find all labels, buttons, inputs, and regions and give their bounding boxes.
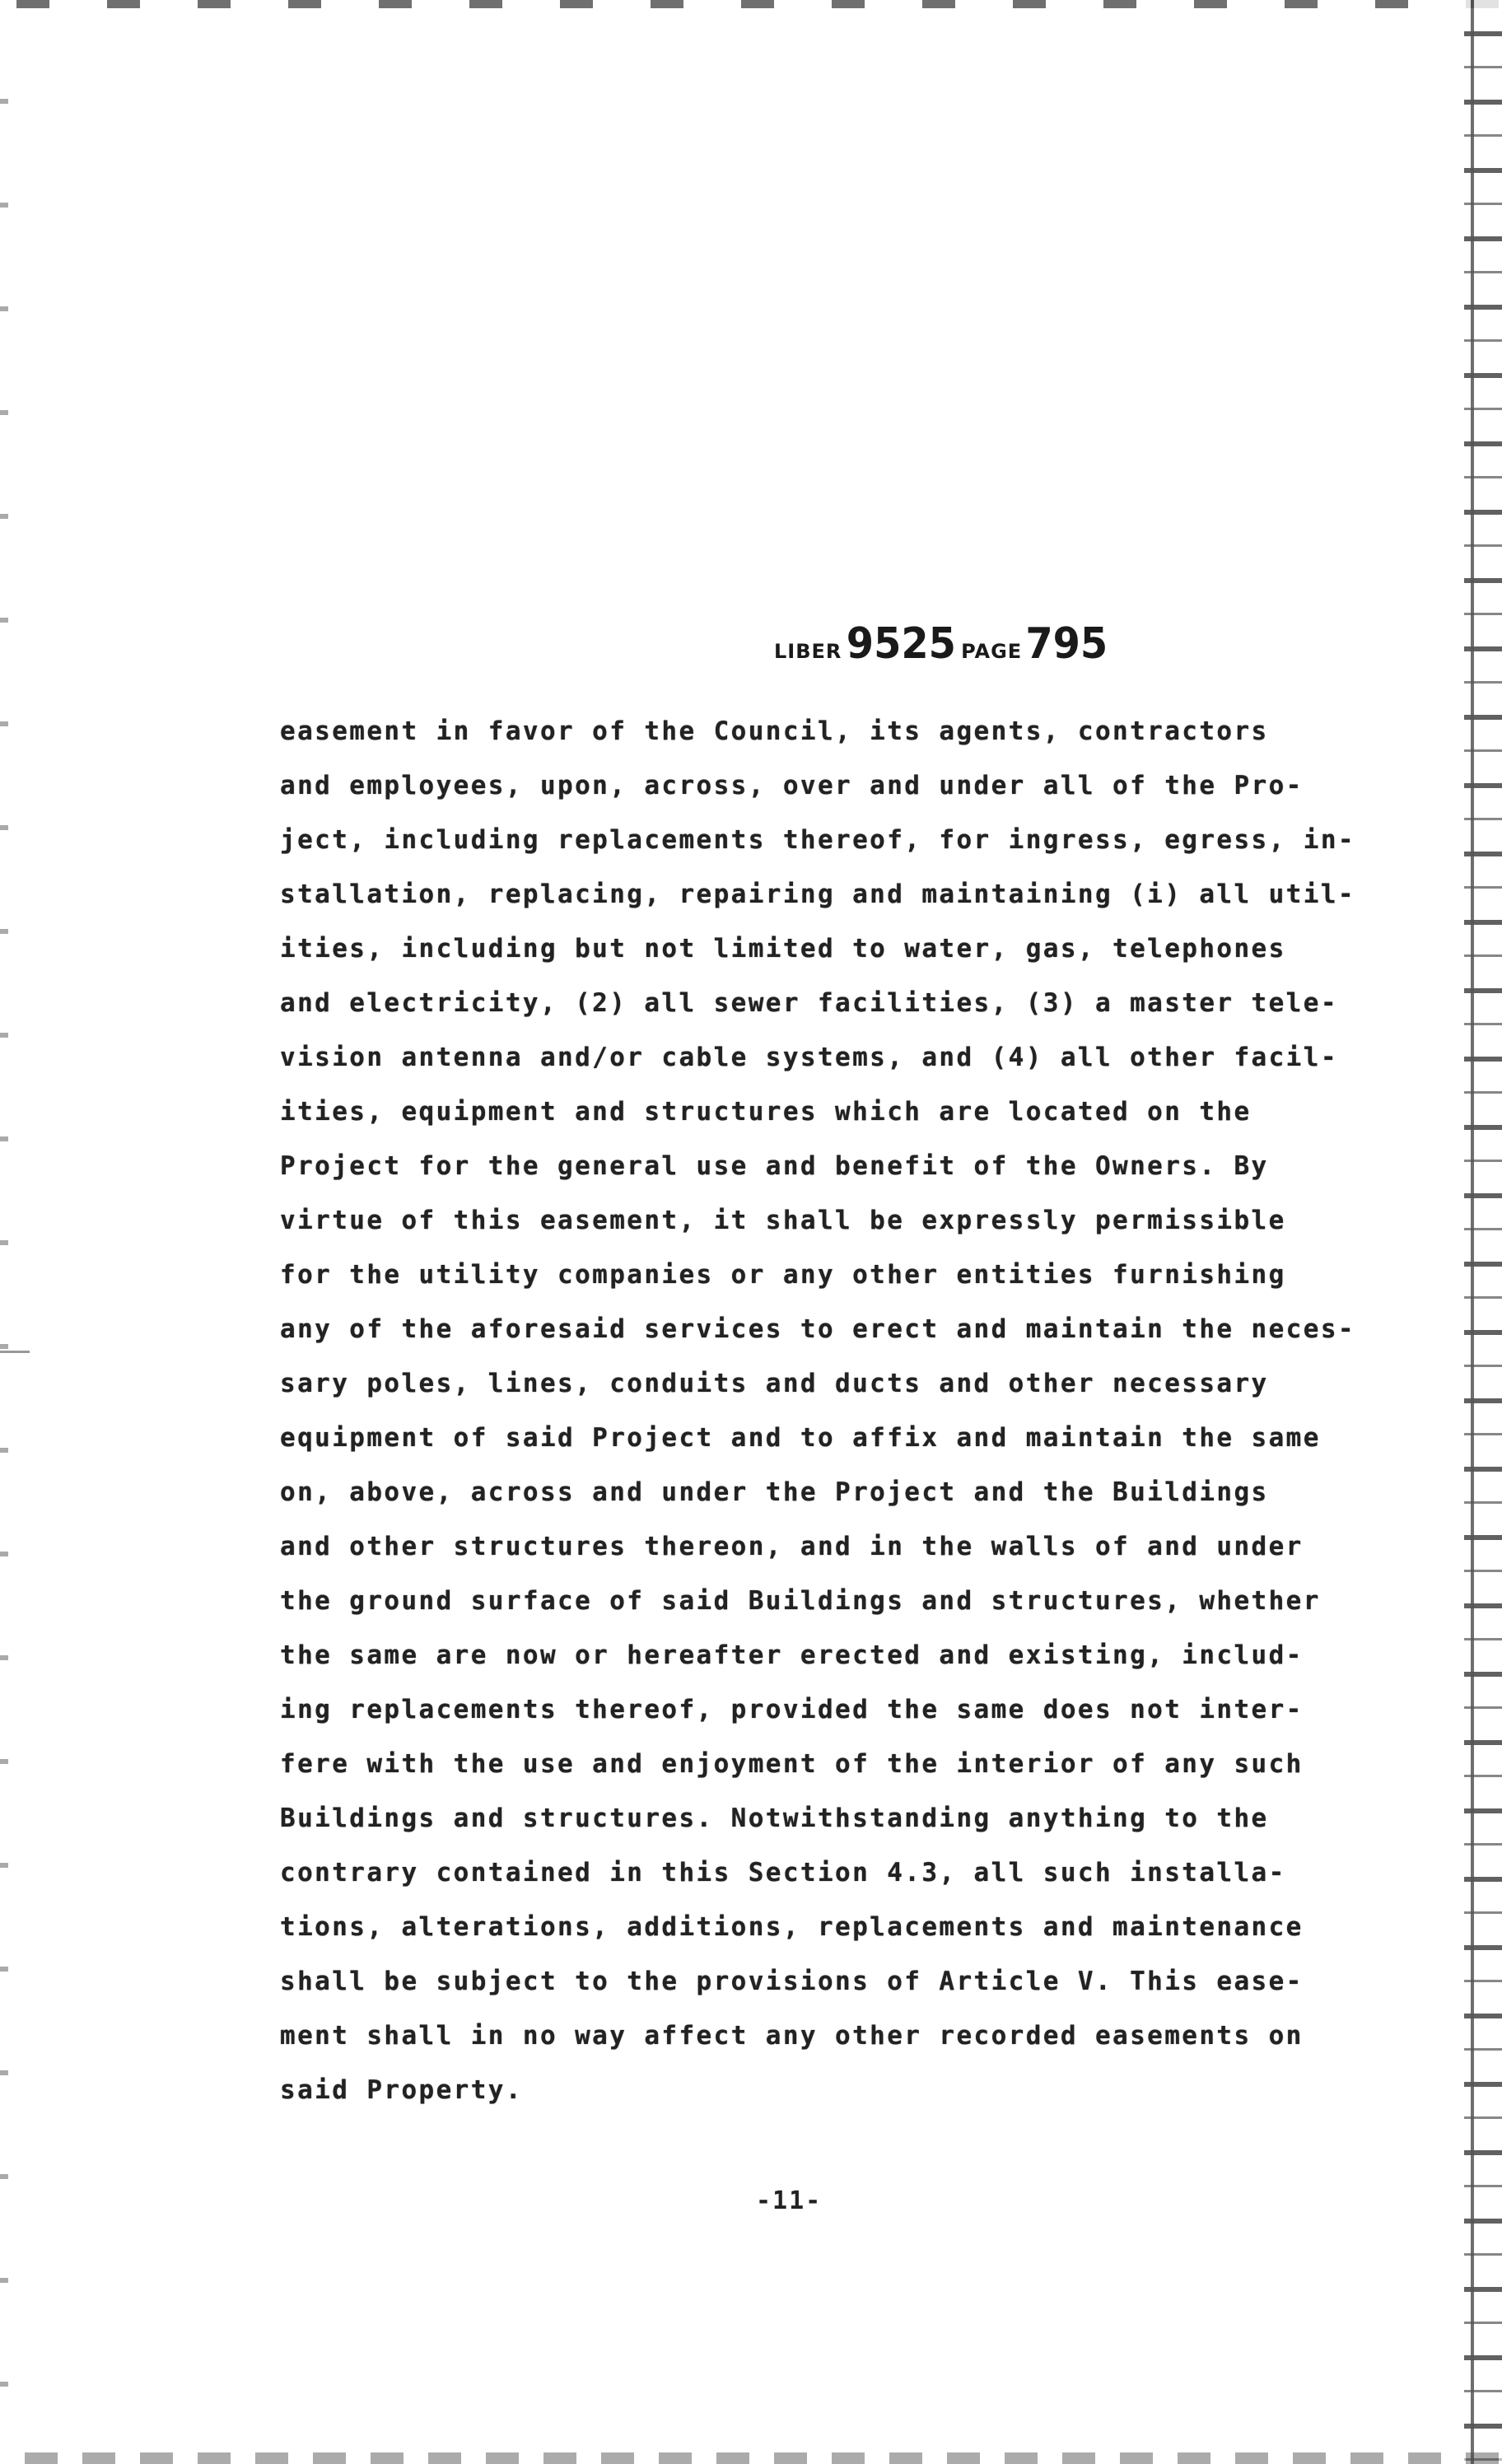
book-prefix: LIBER xyxy=(774,640,842,663)
text-line: ities, equipment and structures which are located on the xyxy=(280,1097,1252,1127)
text-line: fere with the use and enjoyment of the interior of any such xyxy=(280,1749,1304,1779)
scan-edge-bottom xyxy=(0,2452,1502,2464)
text-line: and other structures thereon, and in the walls of and under xyxy=(280,1532,1304,1561)
text-line: tions, alterations, additions, replacements and maintenance xyxy=(280,1912,1304,1942)
text-line: ject, including replacements thereof, for ingress, egress, in- xyxy=(280,825,1355,855)
text-line: vision antenna and/or cable systems, and (4) all other facil- xyxy=(280,1043,1338,1072)
text-line: ing replacements thereof, provided the same does not inter- xyxy=(280,1695,1304,1724)
text-line: equipment of said Project and to affix and maintain the same xyxy=(280,1423,1321,1453)
text-line: and employees, upon, across, over and under all of the Pro- xyxy=(280,771,1304,800)
text-line: Buildings and structures. Notwithstanding anything to the xyxy=(280,1804,1269,1833)
text-line: ities, including but not limited to water, gas, telephones xyxy=(280,934,1286,964)
text-line: virtue of this easement, it shall be expressly permissible xyxy=(280,1206,1286,1235)
text-line: contrary contained in this Section 4.3, all such installa- xyxy=(280,1858,1286,1888)
text-line: the same are now or hereafter erected and existing, includ- xyxy=(280,1640,1304,1670)
text-line: sary poles, lines, conduits and ducts and other necessary xyxy=(280,1369,1269,1398)
text-line: on, above, across and under the Project and the Buildings xyxy=(280,1477,1269,1507)
text-line: for the utility companies or any other entities furnishing xyxy=(280,1260,1286,1290)
text-line: stallation, replacing, repairing and maintaining (i) all util- xyxy=(280,880,1355,909)
page-prefix: PAGE xyxy=(961,640,1023,663)
text-line: any of the aforesaid services to erect and maintain the neces- xyxy=(280,1314,1355,1344)
recorded-page-number: 795 xyxy=(1025,619,1108,669)
book-number: 9525 xyxy=(847,619,957,669)
text-line: the ground surface of said Buildings and structures, whether xyxy=(280,1586,1321,1616)
text-line: and electricity, (2) all sewer facilities, (3) a master tele- xyxy=(280,988,1338,1018)
scan-edge-left xyxy=(0,0,8,2464)
text-line: easement in favor of the Council, its agents, contractors xyxy=(280,716,1269,746)
scan-edge-top xyxy=(0,0,1502,8)
recording-reference xyxy=(774,619,1108,677)
scan-edge-right xyxy=(1464,0,1502,2464)
text-line: ment shall in no way affect any other recorded easements on xyxy=(280,2021,1304,2051)
scan-mark xyxy=(0,1351,30,1353)
document-body xyxy=(280,704,1355,2117)
page-number: -11- xyxy=(756,2186,823,2215)
text-line: said Property. xyxy=(280,2075,523,2105)
text-line: shall be subject to the provisions of Article V. This ease- xyxy=(280,1967,1304,1996)
text-line: Project for the general use and benefit of the Owners. By xyxy=(280,1151,1269,1181)
